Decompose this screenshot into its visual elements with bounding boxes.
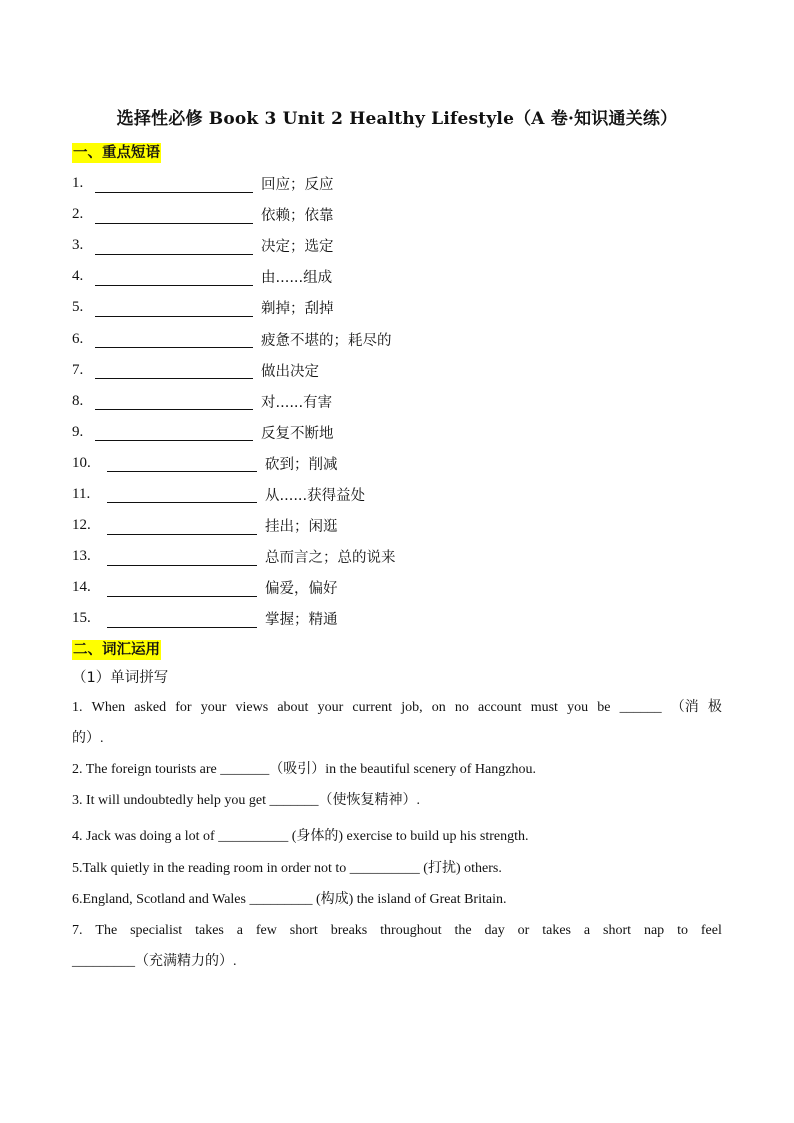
phrase-number: 7.: [72, 361, 84, 378]
answer-blank[interactable]: [95, 299, 253, 317]
section-heading-key-phrases: 一、重点短语: [73, 145, 160, 161]
word: nap: [643, 923, 665, 938]
phrase-meaning: 剃掉；刮掉: [261, 301, 334, 318]
phrase-number: 4.: [72, 268, 84, 285]
phrase-item: [72, 261, 396, 292]
document-title: 选择性必修 Book 3 Unit 2 Healthy Lifestyle（A 卷·知识通关练）: [116, 109, 678, 129]
word: （消: [670, 699, 699, 715]
section-heading-vocabulary: 二、词汇运用: [73, 642, 160, 658]
answer-blank[interactable]: [95, 175, 253, 193]
phrase-item: [72, 541, 396, 572]
phrase-meaning: 掌握；精通: [265, 612, 338, 629]
answer-blank[interactable]: [95, 330, 253, 348]
word: views: [235, 700, 269, 715]
answer-blank[interactable]: [95, 423, 253, 441]
phrase-meaning: 决定；选定: [261, 239, 334, 256]
answer-blank[interactable]: [107, 610, 257, 628]
word: The: [95, 923, 118, 938]
word: you: [567, 700, 589, 715]
word: breaks: [330, 923, 368, 938]
phrase-number: 11.: [72, 485, 91, 502]
phrase-meaning: 做出决定: [261, 363, 319, 380]
word: about: [277, 700, 309, 715]
phrase-meaning: 偏爱，偏好: [265, 581, 338, 598]
answer-blank[interactable]: [95, 392, 253, 410]
answer-blank[interactable]: [95, 237, 253, 255]
phrase-number: 3.: [72, 237, 84, 254]
word: job,: [401, 700, 423, 715]
phrase-meaning: 由......组成: [261, 270, 333, 287]
word: short: [289, 923, 318, 938]
question-5: 5.Talk quietly in the reading room in order not to __________ (打扰) others.: [72, 861, 502, 876]
word: no: [454, 700, 469, 715]
word: 极: [707, 699, 722, 715]
question-3: 3. It will undoubtedly help you get _______（使恢复精神）.: [72, 793, 421, 808]
phrase-meaning: 挂出；闲逛: [265, 519, 338, 536]
phrase-item: [72, 510, 396, 541]
question-1-line-2: 的）.: [72, 731, 104, 746]
phrase-number: 15.: [72, 610, 91, 627]
phrase-item: [72, 572, 396, 603]
word: When: [91, 700, 126, 715]
word: current: [352, 700, 393, 715]
phrase-number: 6.: [72, 330, 84, 347]
word: 7.: [72, 923, 83, 938]
word: must: [530, 700, 558, 715]
word: 1.: [72, 700, 83, 715]
phrase-item: [72, 386, 396, 417]
question-2: 2. The foreign tourists are _______（吸引）in the beautiful scenery of Hangzhou.: [72, 762, 536, 777]
answer-blank[interactable]: [107, 579, 257, 597]
word: a: [583, 923, 591, 938]
phrase-item: [72, 168, 396, 199]
answer-blank[interactable]: [107, 517, 257, 535]
phrase-number: 9.: [72, 423, 84, 440]
phrase-number: 2.: [72, 206, 84, 223]
question-6: 6.England, Scotland and Wales _________ (构成) the island of Great Britain.: [72, 892, 507, 907]
answer-blank[interactable]: [107, 548, 257, 566]
phrase-number: 10.: [72, 454, 91, 471]
word: few: [255, 923, 277, 938]
word: ______: [619, 700, 662, 715]
answer-blank[interactable]: [95, 268, 253, 286]
word: your: [200, 700, 227, 715]
word: takes: [542, 923, 571, 938]
phrase-item: [72, 292, 396, 323]
phrase-meaning: 砍到；削减: [265, 456, 338, 473]
phrase-list: [72, 168, 396, 634]
question-7-line-1: [72, 915, 722, 946]
word: a: [236, 923, 243, 938]
phrase-item: [72, 230, 396, 261]
word: be: [597, 700, 611, 715]
word: account: [478, 700, 522, 715]
word: the: [454, 923, 472, 938]
word: on: [431, 700, 446, 715]
word: feel: [700, 923, 722, 938]
phrase-item: [72, 417, 396, 448]
phrase-item: [72, 323, 396, 354]
answer-blank[interactable]: [107, 485, 257, 503]
word: takes: [195, 923, 224, 938]
phrase-number: 13.: [72, 548, 91, 565]
phrase-meaning: 疲惫不堪的；耗尽的: [261, 332, 392, 349]
answer-blank[interactable]: [107, 454, 257, 472]
phrase-number: 1.: [72, 175, 84, 192]
word: for: [175, 700, 192, 715]
phrase-number: 12.: [72, 517, 91, 534]
phrase-item: [72, 479, 396, 510]
question-7-line-2: _________（充满精力的）.: [72, 954, 237, 969]
phrase-meaning: 从......获得益处: [265, 487, 366, 504]
word: to: [677, 923, 688, 938]
answer-blank[interactable]: [95, 361, 253, 379]
phrase-item: [72, 448, 396, 479]
word: day: [484, 923, 505, 938]
phrase-meaning: 依赖；依靠: [261, 208, 334, 225]
phrase-meaning: 反复不断地: [261, 425, 334, 442]
phrase-meaning: 总而言之；总的说来: [265, 550, 396, 567]
question-1-line-1: [72, 692, 722, 723]
phrase-number: 8.: [72, 392, 84, 409]
phrase-meaning: 对......有害: [261, 394, 333, 411]
word: short: [603, 923, 632, 938]
answer-blank[interactable]: [95, 206, 253, 224]
phrase-item: [72, 355, 396, 386]
word: your: [317, 700, 344, 715]
word: throughout: [380, 923, 442, 938]
subsection-heading-spelling: （1）单词拼写: [72, 670, 169, 686]
phrase-number: 14.: [72, 579, 91, 596]
word: specialist: [130, 923, 183, 938]
phrase-item: [72, 199, 396, 230]
phrase-item: [72, 603, 396, 634]
word: asked: [134, 700, 167, 715]
question-4: 4. Jack was doing a lot of __________ (身体的) exercise to build up his strength.: [72, 829, 529, 844]
phrase-meaning: 回应；反应: [261, 177, 334, 194]
phrase-number: 5.: [72, 299, 84, 316]
word: or: [517, 923, 530, 938]
